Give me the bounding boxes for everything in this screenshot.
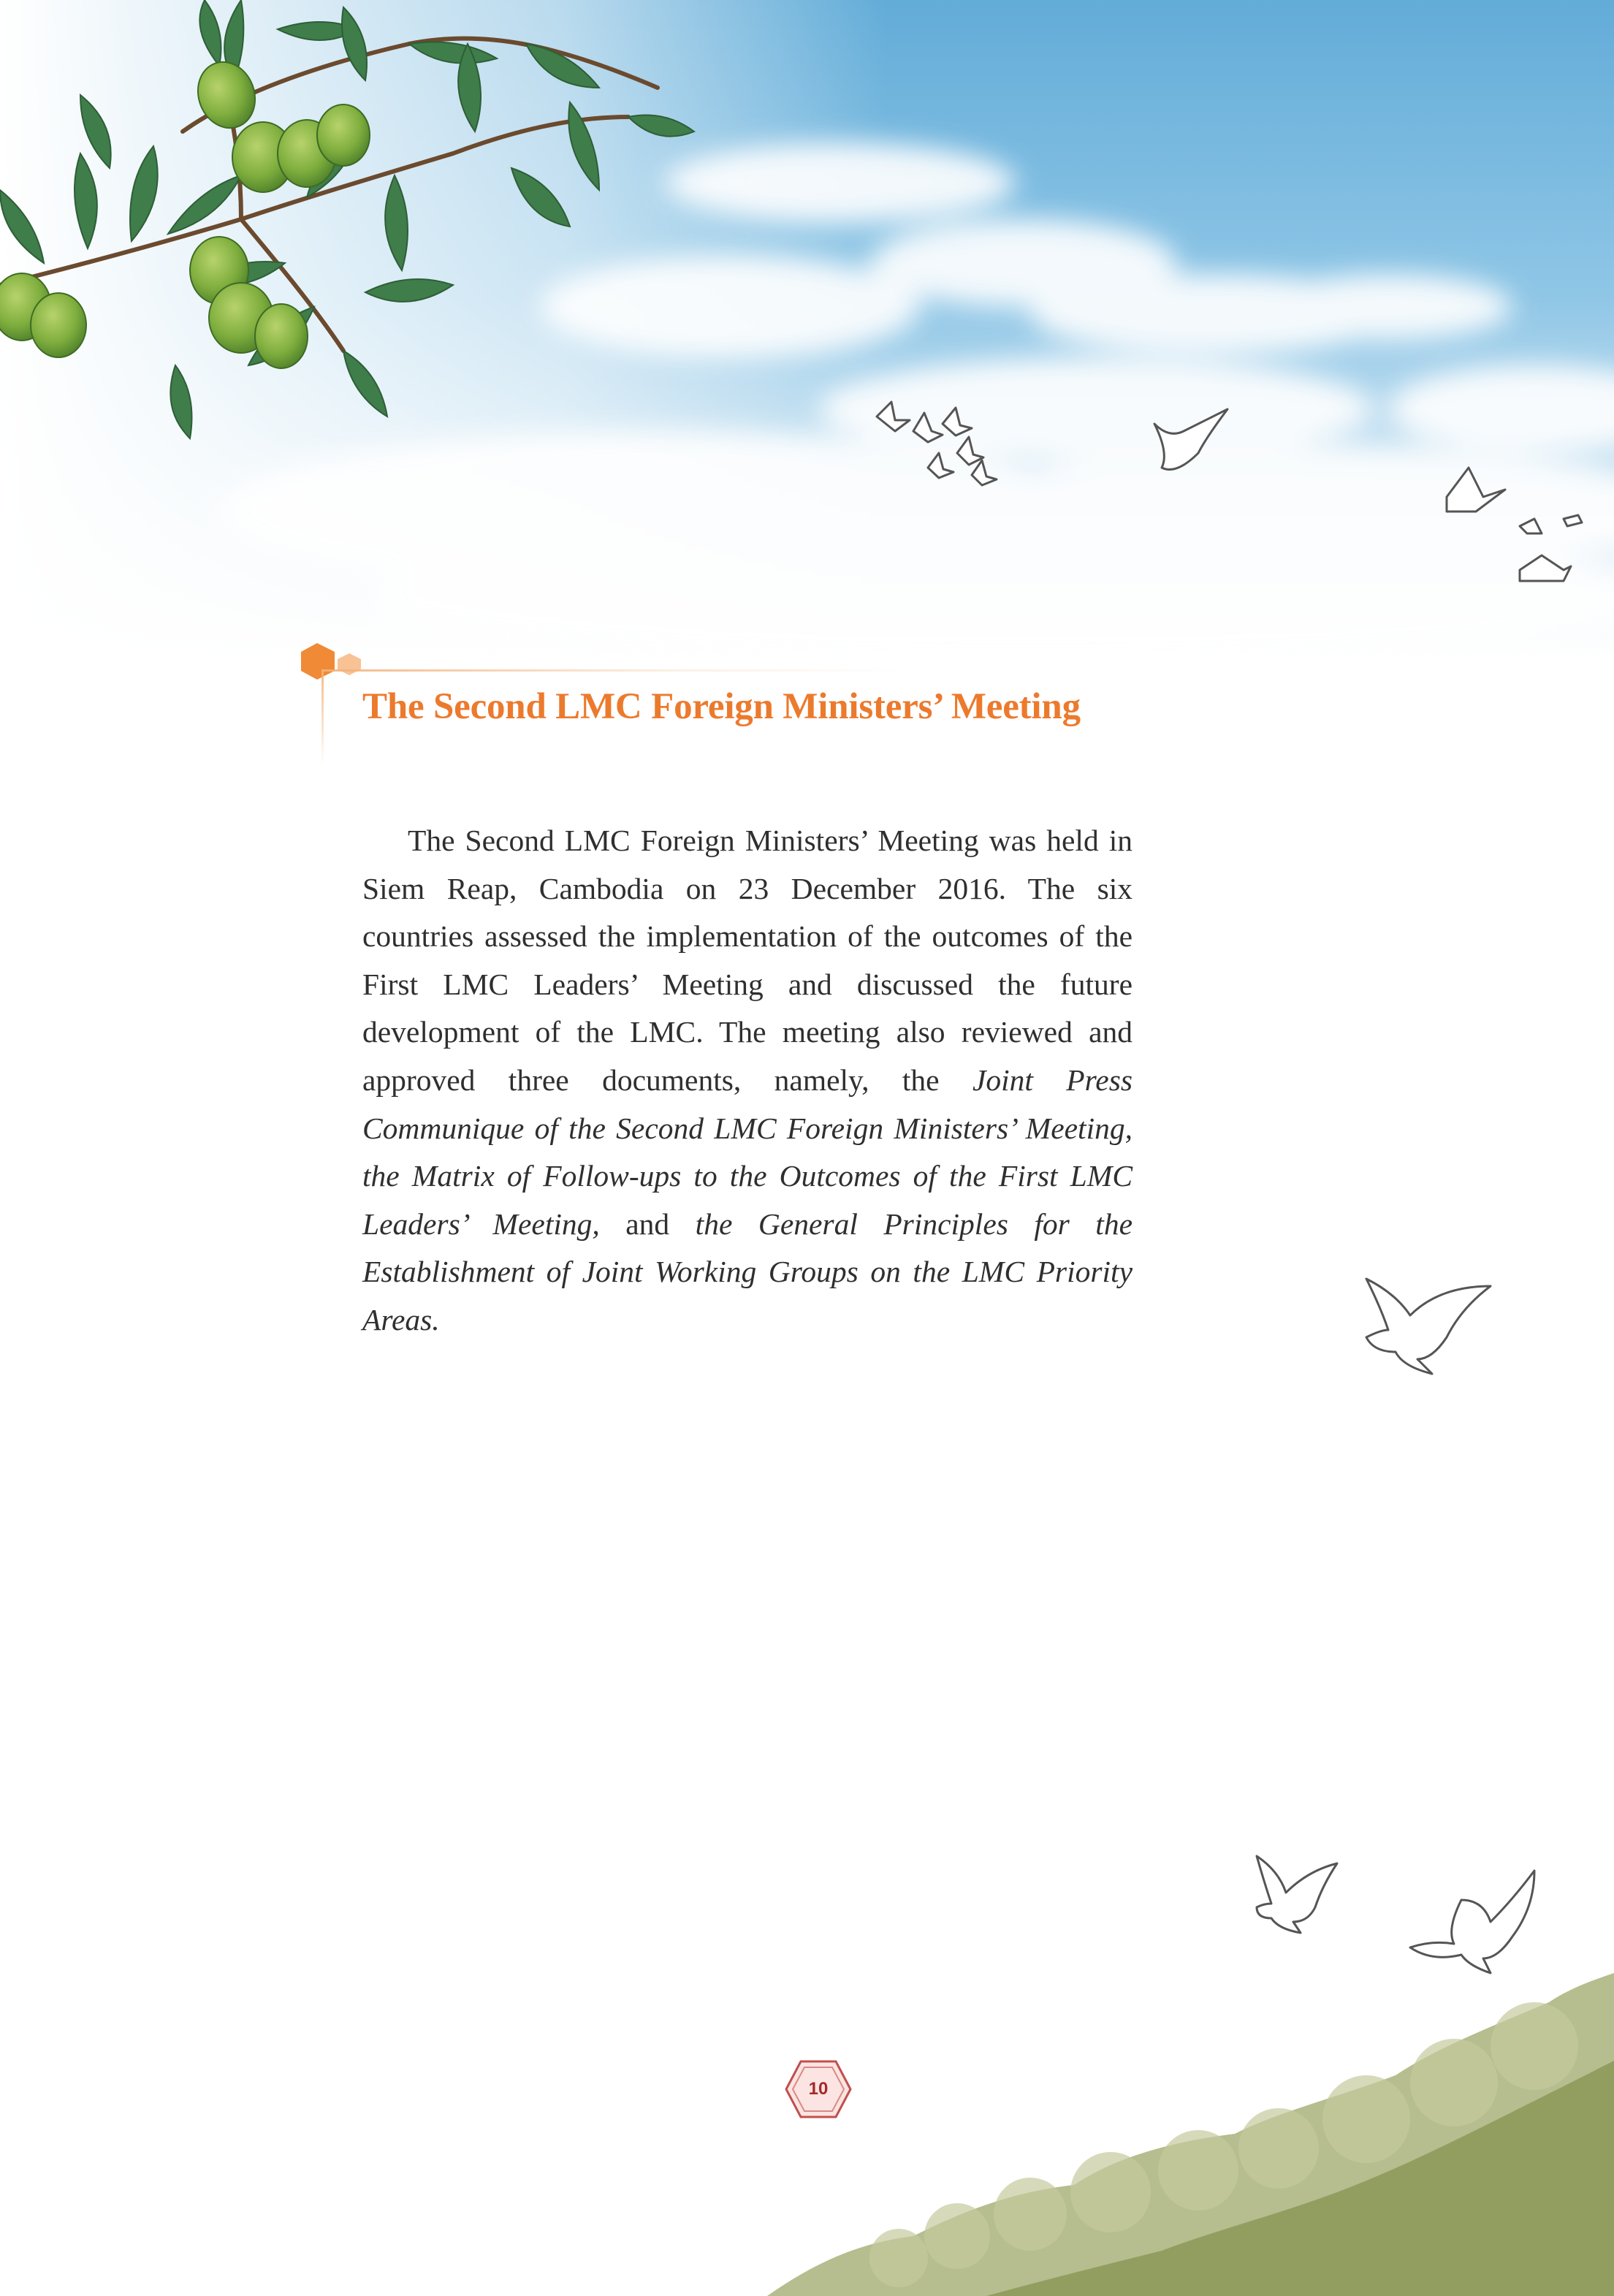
section-heading	[292, 643, 1154, 767]
page-number-badge	[783, 2059, 853, 2120]
page-title: The Second LMC Foreign Ministers’ Meeting	[362, 686, 1081, 727]
doc-title-matrix-of-follow-ups: the Matrix of Follow-ups to the Outcomes of the First LMC Leaders’ Meeting,	[362, 1159, 1133, 1241]
body-paragraph	[362, 817, 1133, 1345]
body-intro-text: The Second LMC Foreign Ministers’ Meeting was held in Siem Reap, Cambodia on 23 December 2016. The six countries assessed the implementation of the outcomes of the First LMC Leaders’ Meeting and discussed the future development of the LMC. The meeting also reviewed and approved three documents, namely, the	[362, 824, 1133, 1097]
doc-title-joint-press-communique: Joint Press Communique of the Second LMC Foreign Ministers’ Meeting,	[362, 1063, 1133, 1145]
trees-illustration	[767, 1973, 1614, 2296]
birds-flock-illustration	[862, 395, 1614, 614]
page-number: 10	[808, 2079, 829, 2099]
olive-branch-illustration	[0, 0, 701, 453]
doves-pair-illustration	[1242, 1841, 1571, 1988]
doc-title-general-principles: the General Principles for the Establishment of Joint Working Groups on the LMC Priority Areas.	[362, 1206, 1133, 1337]
body-separator-and: and	[599, 1206, 696, 1241]
hexagon-accent-icon	[301, 643, 335, 680]
dove-illustration	[1359, 1271, 1498, 1381]
